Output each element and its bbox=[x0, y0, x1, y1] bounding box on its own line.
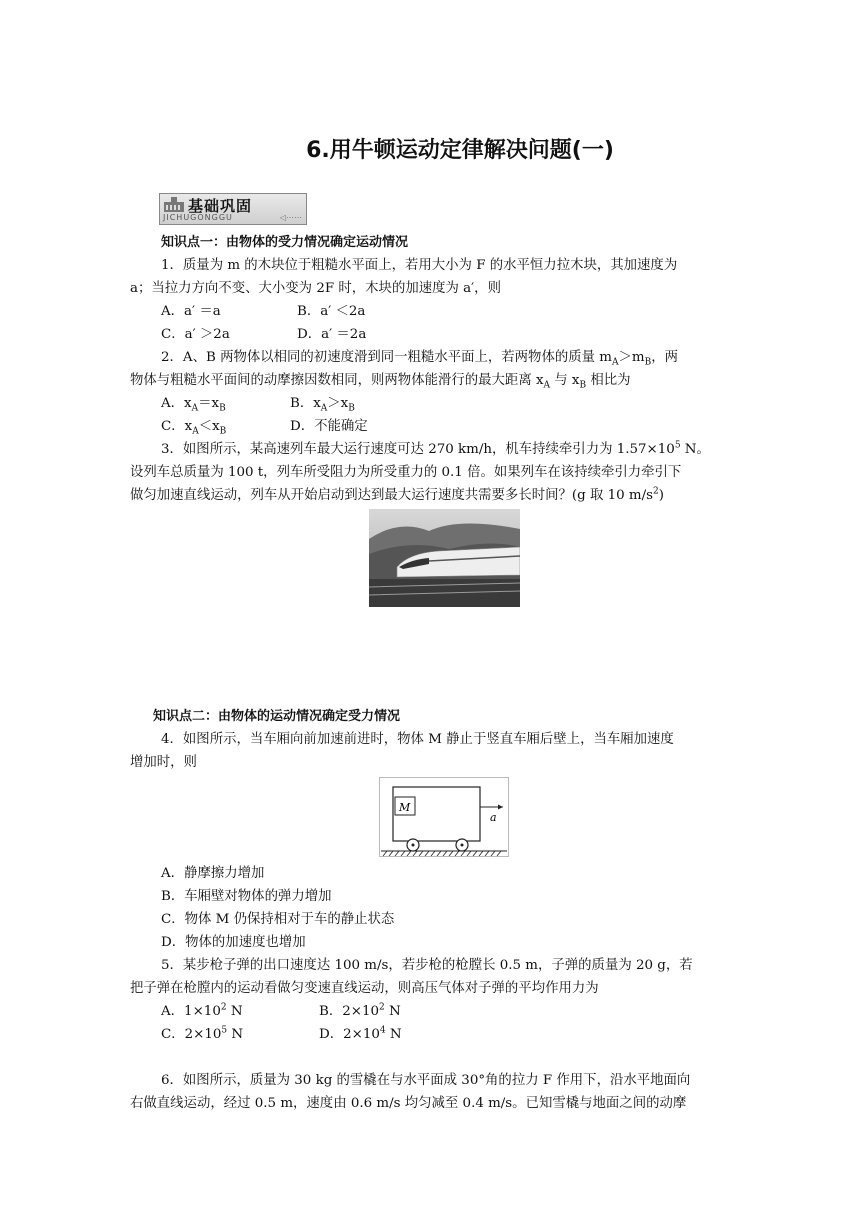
q2-option-b: B．$x_A>x_B$ bbox=[290, 396, 355, 414]
q2-line1: 2．A、B 两物体以相同的初速度滑到同一粗糙水平面上，若两物体的质量 $m_A>m_B$，两 bbox=[161, 350, 678, 368]
q6-line2: 右做直线运动，经过 0.5 m，速度由 0.6 m/s 均匀减至 0.4 m/s。已知雪橇与地面之间的动摩 bbox=[130, 1096, 687, 1111]
q3-line3: 做匀加速直线运动，列车从开始启动到达到最大运行速度共需要多长时间？(g 取 10 $m/s^2$) bbox=[130, 486, 664, 503]
q1-line1: 1．质量为 m 的木块位于粗糙水平面上，若用大小为 F 的水平恒力拉木块，其加速度为 bbox=[161, 258, 678, 273]
q4-option-a: A．静摩擦力增加 bbox=[161, 866, 265, 881]
diagram-accel-label: a bbox=[490, 811, 497, 824]
q1-option-c: C．a′ ＞2a bbox=[161, 327, 230, 342]
q2-option-a: A．$x_A=x_B$ bbox=[161, 396, 226, 414]
q1-option-b: B．a′ ＜2a bbox=[297, 304, 366, 319]
q5-line1: 5．某步枪子弹的出口速度达 100 m/s，若步枪的枪膛长 0.5 m，子弹的质量为 20 g，若 bbox=[161, 958, 693, 973]
q3-line1: 3．如图所示，某高速列车最大运行速度可达 270 km/h，机车持续牵引力为 $1.57\times 10^5$ N。 bbox=[161, 440, 710, 457]
q5-option-b: B．$2\times 10^2$ N bbox=[319, 1002, 401, 1019]
q4-option-c: C．物体 M 仍保持相对于车的静止状态 bbox=[161, 912, 395, 927]
q5-option-a: A．$1\times 10^2$ N bbox=[161, 1002, 243, 1019]
train-photo bbox=[369, 509, 520, 607]
page-title: 6.用牛顿运动定律解决问题(一) bbox=[306, 138, 614, 163]
badge-title: 基础巩固 bbox=[188, 197, 253, 215]
diagram-mass-label: M bbox=[399, 801, 411, 814]
q4-line1: 4．如图所示，当车厢向前加速前进时，物体 M 静止于竖直车厢后壁上，当车厢加速度 bbox=[161, 732, 674, 747]
q1-option-d: D．a′ ＝2a bbox=[297, 327, 367, 342]
q2-option-c: C．$x_A<x_B$ bbox=[161, 419, 227, 437]
q2-line2: 物体与粗糙水平面间的动摩擦因数相同，则两物体能滑行的最大距离 $x_A$ 与 $x_B$ 相比为 bbox=[130, 373, 631, 391]
q6-line1: 6．如图所示，质量为 30 kg 的雪橇在与水平面成 30°角的拉力 F 作用下，沿水平地面向 bbox=[161, 1073, 691, 1088]
q4-line2: 增加时，则 bbox=[130, 755, 197, 770]
q1-line2: a；当拉力方向不变、大小变为 2F 时，木块的加速度为 a′，则 bbox=[130, 281, 501, 296]
section-badge bbox=[159, 193, 307, 225]
building-icon bbox=[163, 196, 185, 212]
q4-option-d: D．物体的加速度也增加 bbox=[161, 935, 306, 950]
badge-pinyin: JICHUGONGGU bbox=[163, 213, 233, 222]
cart-diagram bbox=[379, 777, 509, 857]
section-heading-1: 知识点一：由物体的受力情况确定运动情况 bbox=[161, 235, 409, 250]
q3-line2: 设列车总质量为 100 t，列车所受阻力为所受重力的 0.1 倍。如果列车在该持续牵引力牵引下 bbox=[130, 465, 682, 480]
q5-option-d: D．$2\times 10^4$ N bbox=[319, 1025, 402, 1042]
q5-line2: 把子弹在枪膛内的运动看做匀变速直线运动，则高压气体对子弹的平均作用力为 bbox=[130, 981, 599, 996]
q4-option-b: B．车厢壁对物体的弹力增加 bbox=[161, 889, 332, 904]
q2-option-d: D．不能确定 bbox=[290, 419, 368, 434]
badge-arrow: ◁⋯⋯ bbox=[279, 213, 302, 222]
q1-option-a: A．a′ ＝a bbox=[161, 304, 221, 319]
section-heading-2: 知识点二：由物体的运动情况确定受力情况 bbox=[153, 709, 401, 724]
q5-option-c: C．$2\times 10^5$ N bbox=[161, 1025, 244, 1042]
